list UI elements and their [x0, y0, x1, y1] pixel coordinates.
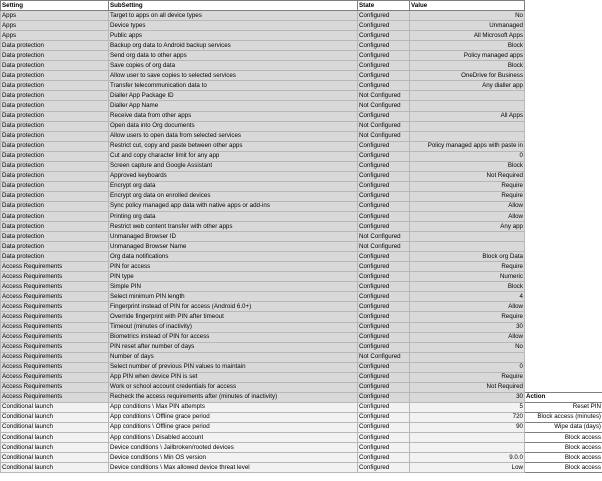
- cell-subsetting[interactable]: PIN type: [109, 272, 358, 282]
- cell-value[interactable]: 30: [410, 392, 525, 402]
- empty-cell: [525, 151, 602, 161]
- cell-value[interactable]: Require: [410, 181, 525, 191]
- cell-value[interactable]: 0: [410, 362, 525, 372]
- empty-cell: [525, 352, 602, 362]
- cell-subsetting[interactable]: Target to apps on all device types: [109, 11, 358, 21]
- empty-cell: [525, 41, 602, 51]
- cell-setting[interactable]: Conditional launch: [1, 412, 109, 422]
- empty-header-cell: [525, 1, 602, 11]
- cell-state[interactable]: Configured: [358, 322, 410, 332]
- table-row[interactable]: [1, 382, 602, 392]
- table-row[interactable]: [1, 191, 602, 201]
- cell-subsetting[interactable]: Cut and copy character limit for any app: [109, 151, 358, 161]
- table-row[interactable]: [1, 242, 602, 252]
- cell-value[interactable]: 9.0.0: [410, 453, 525, 463]
- cell-state[interactable]: Configured: [358, 191, 410, 201]
- table-row[interactable]: [1, 412, 602, 422]
- cell-state[interactable]: Configured: [358, 31, 410, 41]
- empty-cell: [525, 131, 602, 141]
- empty-cell: [525, 242, 602, 252]
- empty-cell: [525, 312, 602, 322]
- cell-state[interactable]: Configured: [358, 222, 410, 232]
- cell-state[interactable]: Configured: [358, 372, 410, 382]
- table-row[interactable]: [1, 21, 602, 31]
- empty-cell: [525, 282, 602, 292]
- cell-subsetting[interactable]: Allow users to open data from selected services: [109, 131, 358, 141]
- cell-setting[interactable]: Conditional launch: [1, 453, 109, 463]
- cell-value[interactable]: [410, 121, 525, 131]
- cell-subsetting[interactable]: PIN for access: [109, 262, 358, 272]
- table-row[interactable]: [1, 372, 602, 382]
- empty-cell: [525, 191, 602, 201]
- cell-state[interactable]: Not Configured: [358, 232, 410, 242]
- cell-value[interactable]: Low: [410, 463, 525, 473]
- cell-subsetting[interactable]: Device types: [109, 21, 358, 31]
- cell-state[interactable]: Configured: [358, 292, 410, 302]
- cell-setting[interactable]: Data protection: [1, 252, 109, 262]
- cell-setting[interactable]: Access Requirements: [1, 382, 109, 392]
- cell-state[interactable]: Configured: [358, 11, 410, 21]
- cell-subsetting[interactable]: Biometrics instead of PIN for access: [109, 332, 358, 342]
- empty-cell: [525, 262, 602, 272]
- empty-cell: [525, 211, 602, 221]
- cell-state[interactable]: Configured: [358, 262, 410, 272]
- cell-subsetting[interactable]: Fingerprint instead of PIN for access (Android 6.0+): [109, 302, 358, 312]
- header-row: [1, 1, 602, 11]
- table-row[interactable]: [1, 131, 602, 141]
- cell-subsetting[interactable]: Dialler App Name: [109, 101, 358, 111]
- cell-subsetting[interactable]: App conditions \ Disabled account: [109, 433, 358, 443]
- cell-subsetting[interactable]: Device conditions \ Min OS version: [109, 453, 358, 463]
- cell-state[interactable]: Configured: [358, 433, 410, 443]
- cell-subsetting[interactable]: App conditions \ Offline grace period: [109, 412, 358, 422]
- table-row[interactable]: [1, 433, 602, 443]
- cell-state[interactable]: Configured: [358, 151, 410, 161]
- cell-value[interactable]: [410, 433, 525, 443]
- table-row[interactable]: [1, 121, 602, 131]
- cell-setting[interactable]: Access Requirements: [1, 362, 109, 372]
- cell-action[interactable]: Reset PIN: [525, 402, 602, 412]
- cell-subsetting[interactable]: Encrypt org data: [109, 181, 358, 191]
- empty-cell: [525, 322, 602, 332]
- cell-action[interactable]: Block access (minutes): [525, 412, 602, 422]
- table-row[interactable]: [1, 312, 602, 322]
- cell-state[interactable]: Configured: [358, 302, 410, 312]
- table-body: [1, 11, 602, 473]
- cell-state[interactable]: Configured: [358, 201, 410, 211]
- cell-setting[interactable]: Data protection: [1, 151, 109, 161]
- table-row[interactable]: [1, 292, 602, 302]
- cell-state[interactable]: Configured: [358, 362, 410, 372]
- cell-state[interactable]: Configured: [358, 171, 410, 181]
- empty-cell: [525, 252, 602, 262]
- column-header-state[interactable]: State: [358, 1, 410, 11]
- empty-cell: [525, 11, 602, 21]
- table-row[interactable]: [1, 262, 602, 272]
- empty-cell: [525, 181, 602, 191]
- cell-setting[interactable]: Access Requirements: [1, 272, 109, 282]
- empty-cell: [525, 71, 602, 81]
- cell-setting[interactable]: Apps: [1, 11, 109, 21]
- table-row[interactable]: [1, 151, 602, 161]
- table-row[interactable]: [1, 342, 602, 352]
- cell-value[interactable]: Allow: [410, 201, 525, 211]
- column-header-action[interactable]: Action: [525, 392, 602, 402]
- empty-cell: [525, 171, 602, 181]
- cell-value[interactable]: 0: [410, 151, 525, 161]
- cell-state[interactable]: Configured: [358, 211, 410, 221]
- cell-value[interactable]: Numeric: [410, 272, 525, 282]
- cell-value[interactable]: Require: [410, 191, 525, 201]
- empty-cell: [525, 332, 602, 342]
- cell-subsetting[interactable]: Timeout (minutes of inactivity): [109, 322, 358, 332]
- cell-value[interactable]: [410, 443, 525, 453]
- cell-value[interactable]: Not Required: [410, 171, 525, 181]
- cell-setting[interactable]: Data protection: [1, 81, 109, 91]
- cell-subsetting[interactable]: Select number of previous PIN values to maintain: [109, 362, 358, 372]
- cell-action[interactable]: Block access: [525, 443, 602, 453]
- cell-state[interactable]: Configured: [358, 272, 410, 282]
- cell-subsetting[interactable]: App PIN when device PIN is set: [109, 372, 358, 382]
- cell-value[interactable]: Block: [410, 282, 525, 292]
- cell-setting[interactable]: Access Requirements: [1, 322, 109, 332]
- cell-value[interactable]: Require: [410, 372, 525, 382]
- cell-value[interactable]: [410, 131, 525, 141]
- cell-value[interactable]: [410, 232, 525, 242]
- empty-cell: [525, 51, 602, 61]
- table-row[interactable]: [1, 392, 602, 402]
- cell-value[interactable]: Any app: [410, 222, 525, 232]
- cell-subsetting[interactable]: Sync policy managed app data with native apps or add-ins: [109, 201, 358, 211]
- cell-value[interactable]: 4: [410, 292, 525, 302]
- cell-setting[interactable]: Data protection: [1, 191, 109, 201]
- cell-subsetting[interactable]: Allow user to save copies to selected services: [109, 71, 358, 81]
- cell-setting[interactable]: Data protection: [1, 101, 109, 111]
- empty-cell: [525, 292, 602, 302]
- cell-value[interactable]: [410, 101, 525, 111]
- cell-setting[interactable]: Conditional launch: [1, 433, 109, 443]
- cell-setting[interactable]: Conditional launch: [1, 463, 109, 473]
- cell-state[interactable]: Configured: [358, 41, 410, 51]
- table-row[interactable]: [1, 332, 602, 342]
- column-header-value[interactable]: Value: [410, 1, 525, 11]
- empty-cell: [525, 342, 602, 352]
- cell-setting[interactable]: Conditional launch: [1, 422, 109, 432]
- table-row[interactable]: [1, 422, 602, 432]
- cell-setting[interactable]: Access Requirements: [1, 392, 109, 402]
- cell-value[interactable]: Allow: [410, 332, 525, 342]
- cell-subsetting[interactable]: Device conditions \ Jailbroken/rooted devices: [109, 443, 358, 453]
- cell-setting[interactable]: Data protection: [1, 111, 109, 121]
- cell-state[interactable]: Configured: [358, 161, 410, 171]
- cell-setting[interactable]: Access Requirements: [1, 282, 109, 292]
- cell-state[interactable]: Configured: [358, 402, 410, 412]
- cell-state[interactable]: Configured: [358, 61, 410, 71]
- cell-value[interactable]: [410, 91, 525, 101]
- table-row[interactable]: [1, 111, 602, 121]
- table-row[interactable]: [1, 91, 602, 101]
- table-row[interactable]: [1, 161, 602, 171]
- table-row[interactable]: [1, 211, 602, 221]
- cell-setting[interactable]: Data protection: [1, 141, 109, 151]
- cell-subsetting[interactable]: Receive data from other apps: [109, 111, 358, 121]
- cell-state[interactable]: Configured: [358, 181, 410, 191]
- cell-setting[interactable]: Access Requirements: [1, 352, 109, 362]
- empty-cell: [525, 31, 602, 41]
- cell-setting[interactable]: Apps: [1, 21, 109, 31]
- cell-subsetting[interactable]: Screen capture and Google Assistant: [109, 161, 358, 171]
- cell-value[interactable]: 30: [410, 322, 525, 332]
- cell-setting[interactable]: Access Requirements: [1, 302, 109, 312]
- cell-value[interactable]: Not Required: [410, 382, 525, 392]
- cell-value[interactable]: Require: [410, 312, 525, 322]
- cell-subsetting[interactable]: Send org data to other apps: [109, 51, 358, 61]
- cell-subsetting[interactable]: Restrict cut, copy and paste between other apps: [109, 141, 358, 151]
- cell-subsetting[interactable]: Printing org data: [109, 211, 358, 221]
- cell-state[interactable]: Configured: [358, 382, 410, 392]
- empty-cell: [525, 372, 602, 382]
- cell-setting[interactable]: Data protection: [1, 171, 109, 181]
- cell-action[interactable]: Block access: [525, 433, 602, 443]
- table-row[interactable]: [1, 362, 602, 372]
- cell-subsetting[interactable]: App conditions \ Max PIN attempts: [109, 402, 358, 412]
- cell-value[interactable]: 90: [410, 422, 525, 432]
- cell-state[interactable]: Configured: [358, 392, 410, 402]
- cell-setting[interactable]: Data protection: [1, 41, 109, 51]
- cell-value[interactable]: No: [410, 342, 525, 352]
- empty-cell: [525, 302, 602, 312]
- cell-state[interactable]: Configured: [358, 443, 410, 453]
- cell-subsetting[interactable]: Override fingerprint with PIN after timeout: [109, 312, 358, 322]
- cell-state[interactable]: Not Configured: [358, 91, 410, 101]
- cell-subsetting[interactable]: Device conditions \ Max allowed device threat level: [109, 463, 358, 473]
- cell-action[interactable]: Wipe data (days): [525, 422, 602, 432]
- cell-setting[interactable]: Access Requirements: [1, 332, 109, 342]
- cell-value[interactable]: Block: [410, 61, 525, 71]
- table-row[interactable]: [1, 11, 602, 21]
- cell-setting[interactable]: Access Requirements: [1, 312, 109, 322]
- table-row[interactable]: [1, 201, 602, 211]
- empty-cell: [525, 161, 602, 171]
- table-row[interactable]: [1, 81, 602, 91]
- cell-subsetting[interactable]: Backup org data to Android backup services: [109, 41, 358, 51]
- cell-setting[interactable]: Access Requirements: [1, 292, 109, 302]
- cell-setting[interactable]: Data protection: [1, 222, 109, 232]
- table-row[interactable]: [1, 282, 602, 292]
- empty-cell: [525, 201, 602, 211]
- table-row[interactable]: [1, 41, 602, 51]
- cell-subsetting[interactable]: Restrict web content transfer with other apps: [109, 222, 358, 232]
- cell-state[interactable]: Configured: [358, 342, 410, 352]
- cell-state[interactable]: Not Configured: [358, 131, 410, 141]
- table-row[interactable]: [1, 352, 602, 362]
- cell-value[interactable]: 720: [410, 412, 525, 422]
- cell-setting[interactable]: Data protection: [1, 61, 109, 71]
- table-row[interactable]: [1, 181, 602, 191]
- empty-cell: [525, 111, 602, 121]
- cell-state[interactable]: Configured: [358, 453, 410, 463]
- cell-subsetting[interactable]: Encrypt org data on enrolled devices: [109, 191, 358, 201]
- cell-state[interactable]: Configured: [358, 312, 410, 322]
- cell-setting[interactable]: Data protection: [1, 211, 109, 221]
- cell-subsetting[interactable]: Open data into Org documents: [109, 121, 358, 131]
- cell-subsetting[interactable]: Select minimum PIN length: [109, 292, 358, 302]
- table-row[interactable]: [1, 222, 602, 232]
- cell-subsetting[interactable]: Dialler App Package ID: [109, 91, 358, 101]
- cell-subsetting[interactable]: Work or school account credentials for access: [109, 382, 358, 392]
- cell-value[interactable]: [410, 352, 525, 362]
- cell-value[interactable]: Policy managed apps with paste in: [410, 141, 525, 151]
- empty-cell: [525, 272, 602, 282]
- cell-setting[interactable]: Data protection: [1, 201, 109, 211]
- cell-state[interactable]: Configured: [358, 141, 410, 151]
- cell-state[interactable]: Configured: [358, 463, 410, 473]
- cell-value[interactable]: Block: [410, 161, 525, 171]
- cell-subsetting[interactable]: Unmanaged Browser ID: [109, 232, 358, 242]
- cell-state[interactable]: Configured: [358, 71, 410, 81]
- table-row[interactable]: [1, 232, 602, 242]
- column-header-subsetting[interactable]: SubSetting: [109, 1, 358, 11]
- cell-state[interactable]: Configured: [358, 81, 410, 91]
- cell-value[interactable]: 5: [410, 402, 525, 412]
- cell-setting[interactable]: Data protection: [1, 242, 109, 252]
- cell-value[interactable]: Unmanaged: [410, 21, 525, 31]
- cell-state[interactable]: Configured: [358, 422, 410, 432]
- table-row[interactable]: [1, 272, 602, 282]
- empty-cell: [525, 141, 602, 151]
- cell-subsetting[interactable]: Transfer telecommunication data to: [109, 81, 358, 91]
- table-row[interactable]: [1, 443, 602, 453]
- cell-setting[interactable]: Data protection: [1, 51, 109, 61]
- empty-cell: [525, 91, 602, 101]
- cell-state[interactable]: Not Configured: [358, 101, 410, 111]
- cell-value[interactable]: Block: [410, 41, 525, 51]
- cell-setting[interactable]: Apps: [1, 31, 109, 41]
- empty-cell: [525, 21, 602, 31]
- cell-subsetting[interactable]: App conditions \ Offline grace period: [109, 422, 358, 432]
- cell-state[interactable]: Configured: [358, 332, 410, 342]
- empty-cell: [525, 362, 602, 372]
- empty-cell: [525, 101, 602, 111]
- cell-action[interactable]: Block access: [525, 453, 602, 463]
- table-row[interactable]: [1, 453, 602, 463]
- cell-value[interactable]: All Apps: [410, 111, 525, 121]
- cell-value[interactable]: No: [410, 11, 525, 21]
- cell-state[interactable]: Configured: [358, 252, 410, 262]
- cell-value[interactable]: Policy managed apps: [410, 51, 525, 61]
- cell-state[interactable]: Configured: [358, 51, 410, 61]
- empty-cell: [525, 232, 602, 242]
- cell-subsetting[interactable]: Number of days: [109, 352, 358, 362]
- cell-setting[interactable]: Access Requirements: [1, 372, 109, 382]
- cell-state[interactable]: Configured: [358, 21, 410, 31]
- cell-value[interactable]: OneDrive for Business: [410, 71, 525, 81]
- empty-cell: [525, 382, 602, 392]
- empty-cell: [525, 222, 602, 232]
- cell-subsetting[interactable]: Approved keyboards: [109, 171, 358, 181]
- cell-subsetting[interactable]: Org data notifications: [109, 252, 358, 262]
- cell-subsetting[interactable]: Unmanaged Browser Name: [109, 242, 358, 252]
- cell-state[interactable]: Not Configured: [358, 242, 410, 252]
- table-row[interactable]: [1, 252, 602, 262]
- cell-setting[interactable]: Data protection: [1, 71, 109, 81]
- cell-setting[interactable]: Data protection: [1, 181, 109, 191]
- table-row[interactable]: [1, 31, 602, 41]
- cell-subsetting[interactable]: Recheck the access requirements after (minutes of inactivity): [109, 392, 358, 402]
- table-row[interactable]: [1, 463, 602, 473]
- table-row[interactable]: [1, 141, 602, 151]
- cell-value[interactable]: [410, 242, 525, 252]
- cell-setting[interactable]: Data protection: [1, 161, 109, 171]
- cell-value[interactable]: Require: [410, 262, 525, 272]
- cell-subsetting[interactable]: Save copies of org data: [109, 61, 358, 71]
- cell-value[interactable]: Allow: [410, 211, 525, 221]
- table-row[interactable]: [1, 402, 602, 412]
- cell-state[interactable]: Configured: [358, 282, 410, 292]
- cell-action[interactable]: Block access: [525, 463, 602, 473]
- cell-state[interactable]: Not Configured: [358, 121, 410, 131]
- cell-state[interactable]: Configured: [358, 111, 410, 121]
- table-row[interactable]: [1, 171, 602, 181]
- cell-value[interactable]: Allow: [410, 302, 525, 312]
- table-row[interactable]: [1, 71, 602, 81]
- cell-setting[interactable]: Data protection: [1, 232, 109, 242]
- cell-value[interactable]: All Microsoft Apps: [410, 31, 525, 41]
- table-row[interactable]: [1, 101, 602, 111]
- cell-setting[interactable]: Conditional launch: [1, 402, 109, 412]
- empty-cell: [525, 61, 602, 71]
- empty-cell: [525, 81, 602, 91]
- column-header-setting[interactable]: Setting: [1, 1, 109, 11]
- cell-value[interactable]: Block org Data: [410, 252, 525, 262]
- cell-setting[interactable]: Access Requirements: [1, 262, 109, 272]
- cell-setting[interactable]: Conditional launch: [1, 443, 109, 453]
- cell-value[interactable]: Any dialler app: [410, 81, 525, 91]
- table-row[interactable]: [1, 61, 602, 71]
- cell-state[interactable]: Configured: [358, 412, 410, 422]
- table-row[interactable]: [1, 322, 602, 332]
- cell-setting[interactable]: Data protection: [1, 121, 109, 131]
- cell-setting[interactable]: Data protection: [1, 91, 109, 101]
- table-row[interactable]: [1, 302, 602, 312]
- cell-subsetting[interactable]: Simple PIN: [109, 282, 358, 292]
- cell-subsetting[interactable]: PIN reset after number of days: [109, 342, 358, 352]
- cell-setting[interactable]: Data protection: [1, 131, 109, 141]
- cell-subsetting[interactable]: Public apps: [109, 31, 358, 41]
- empty-cell: [525, 121, 602, 131]
- cell-setting[interactable]: Access Requirements: [1, 342, 109, 352]
- table-row[interactable]: [1, 51, 602, 61]
- cell-state[interactable]: Not Configured: [358, 352, 410, 362]
